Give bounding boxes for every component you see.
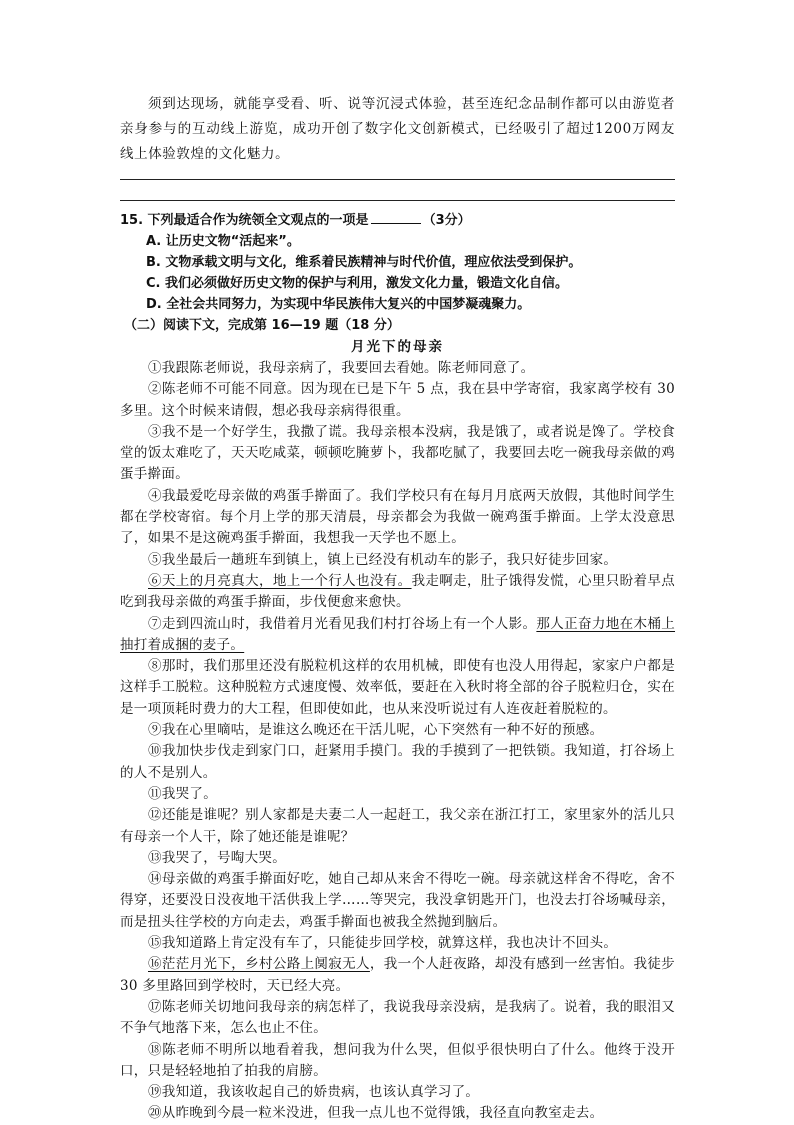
document-page [120,92,675,1125]
top-paragraph: 须到达现场，就能享受看、听、说等沉浸式体验，甚至连纪念品制作都可以由游览者亲身参与的互动线上游览，成功开创了数字化文创新模式，已经吸引了超过1200万网友线上体验敦煌的文化魅力。 [120,96,675,162]
paragraph-19: ⑲我知道，我该收起自己的娇贵病，也该认真学习了。 [148,1084,480,1101]
option-a: A. 让历史文物“活起来”。 [146,234,300,249]
paragraph-16-rest: ，我一个人赶夜路，却没有感到一丝害怕。我徒步 30 多里路回到学校时，天已经大亮。 [120,956,675,994]
answer-line-1 [120,179,675,180]
paragraph-14: ⑭母亲做的鸡蛋手擀面好吃，她自己却从来舍不得吃一碗。母亲就这样舍不得吃，舍不得穿，还要没日没夜地干活供我上学……等哭完，我没拿钥匙开门，也没去打谷场喊母亲，而是扭头往学校的方向走去，鸡蛋手擀面也被我全然抛到脑后。 [120,871,675,930]
paragraph-6-rest: 我走啊走，肚子饿得发慌，心里只盼着早点吃到我母亲做的鸡蛋手擀面，步伐便愈来愈快。 [120,572,675,611]
question-15 [120,209,675,315]
paragraph-4: ④我最爱吃母亲做的鸡蛋手擀面了。我们学校只有在每月月底两天放假，其他时间学生都在学校寄宿。每个月上学的那天清晨，母亲都会为我做一碗鸡蛋手擀面。上学太没意思了，如果不是这碗鸡蛋手擀面，我想我一天学也不愿上。 [120,487,675,547]
paragraph-7-start: ⑦走到四流山时，我借着月光看见我们村打谷场上有一个人影。 [148,615,537,632]
paragraph-17: ⑰陈老师关切地问我母亲的病怎样了，我说我母亲没病，是我病了。说着，我的眼泪又不争气地落下来，怎么也止不住。 [120,998,675,1037]
paragraph-11: ⑪我哭了。 [148,785,217,802]
paragraph-7 [120,614,675,657]
paragraph-16 [120,954,675,997]
option-b: B. 文物承载文明与文化，维系着民族精神与时代价值，理应依法受到保护。 [146,255,582,270]
underlined-sentence-6: ⑥天上的月亮真大，地上一个行人也没有。 [148,572,412,589]
paragraph-20: ⑳从昨晚到今晨一粒米没进，但我一点儿也不觉得饿，我径直向教室走去。 [148,1105,604,1122]
paragraph-9: ⑨我在心里嘀咕，是谁这么晚还在干活儿呢，心下突然有一种不好的预感。 [148,722,604,739]
answer-line-2 [120,200,675,201]
story-title: 月光下的母亲 [351,339,444,355]
question-15-stem [120,209,675,231]
answer-blank[interactable] [371,209,421,224]
question-15-stem-text: 15. 下列最适合作为统领全文观点的一项是 [120,213,369,228]
section-heading: （二）阅读下文，完成第 16—19 题（18 分） [124,318,400,333]
question-15-score: （3分） [422,213,471,228]
paragraph-10: ⑩我加快步伐走到家门口，赶紧用手摸门。我的手摸到了一把铁锁。我知道，打谷场上的人不是别人。 [120,743,675,781]
paragraph-18: ⑱陈老师不明所以地看着我，想问我为什么哭，但似乎很快明白了什么。他终于没开口，只是轻轻地拍了拍我的肩膀。 [120,1041,675,1079]
paragraph-1: ①我跟陈老师说，我母亲病了，我要回去看她。陈老师同意了。 [148,360,535,376]
paragraph-12: ⑫还能是谁呢？别人家都是夫妻二人一起赶工，我父亲在浙江打工，家里家外的活儿只有母亲一个人干，除了她还能是谁呢？ [120,807,675,845]
underlined-sentence-16: ⑯茫茫月光下，乡村公路上阒寂无人 [148,956,370,973]
option-c: C. 我们必须做好历史文物的保护与利用，激发文化力量，锻造文化自信。 [146,276,569,291]
paragraph-13: ⑬我哭了，号啕大哭。 [148,849,286,866]
paragraph-15: ⑮我知道路上肯定没有车了，只能徒步回学校，就算这样，我也决计不回头。 [148,935,618,952]
paragraph-6 [120,571,675,614]
paragraph-5: ⑤我坐最后一趟班车到镇上，镇上已经没有机动车的影子，我只好徒步回家。 [148,551,618,568]
paragraph-8: ⑧那时，我们那里还没有脱粒机这样的农用机械，即使有也没人用得起，家家户户都是这样手工脱粒。这种脱粒方式速度慢、效率低，要赶在入秋时将全部的谷子脱粒归仓，实在是一项顶耗时费力的大工程，但即使如此，也从来没听说过有人连夜赶着脱粒的。 [120,658,675,717]
paragraph-3: ③我不是一个好学生，我撒了谎。我母亲根本没病，我是饿了，或者说是馋了。学校食堂的饭太难吃了，天天吃咸菜，顿顿吃腌萝卜，我都吃腻了，我要回去吃一碗我母亲做的鸡蛋手擀面。 [120,423,675,483]
underlined-sentence-7: 那人正奋力地在木桶上抽打着成捆的麦子。 [120,615,676,653]
option-d: D. 全社会共同努力，为实现中华民族伟大复兴的中国梦凝魂聚力。 [146,297,531,312]
paragraph-2: ②陈老师不可能不同意。因为现在已是下午 5 点，我在县中学寄宿，我家离学校有 30 多里。这个时候来请假，想必我母亲病得很重。 [120,381,675,419]
answer-lines [120,179,675,201]
